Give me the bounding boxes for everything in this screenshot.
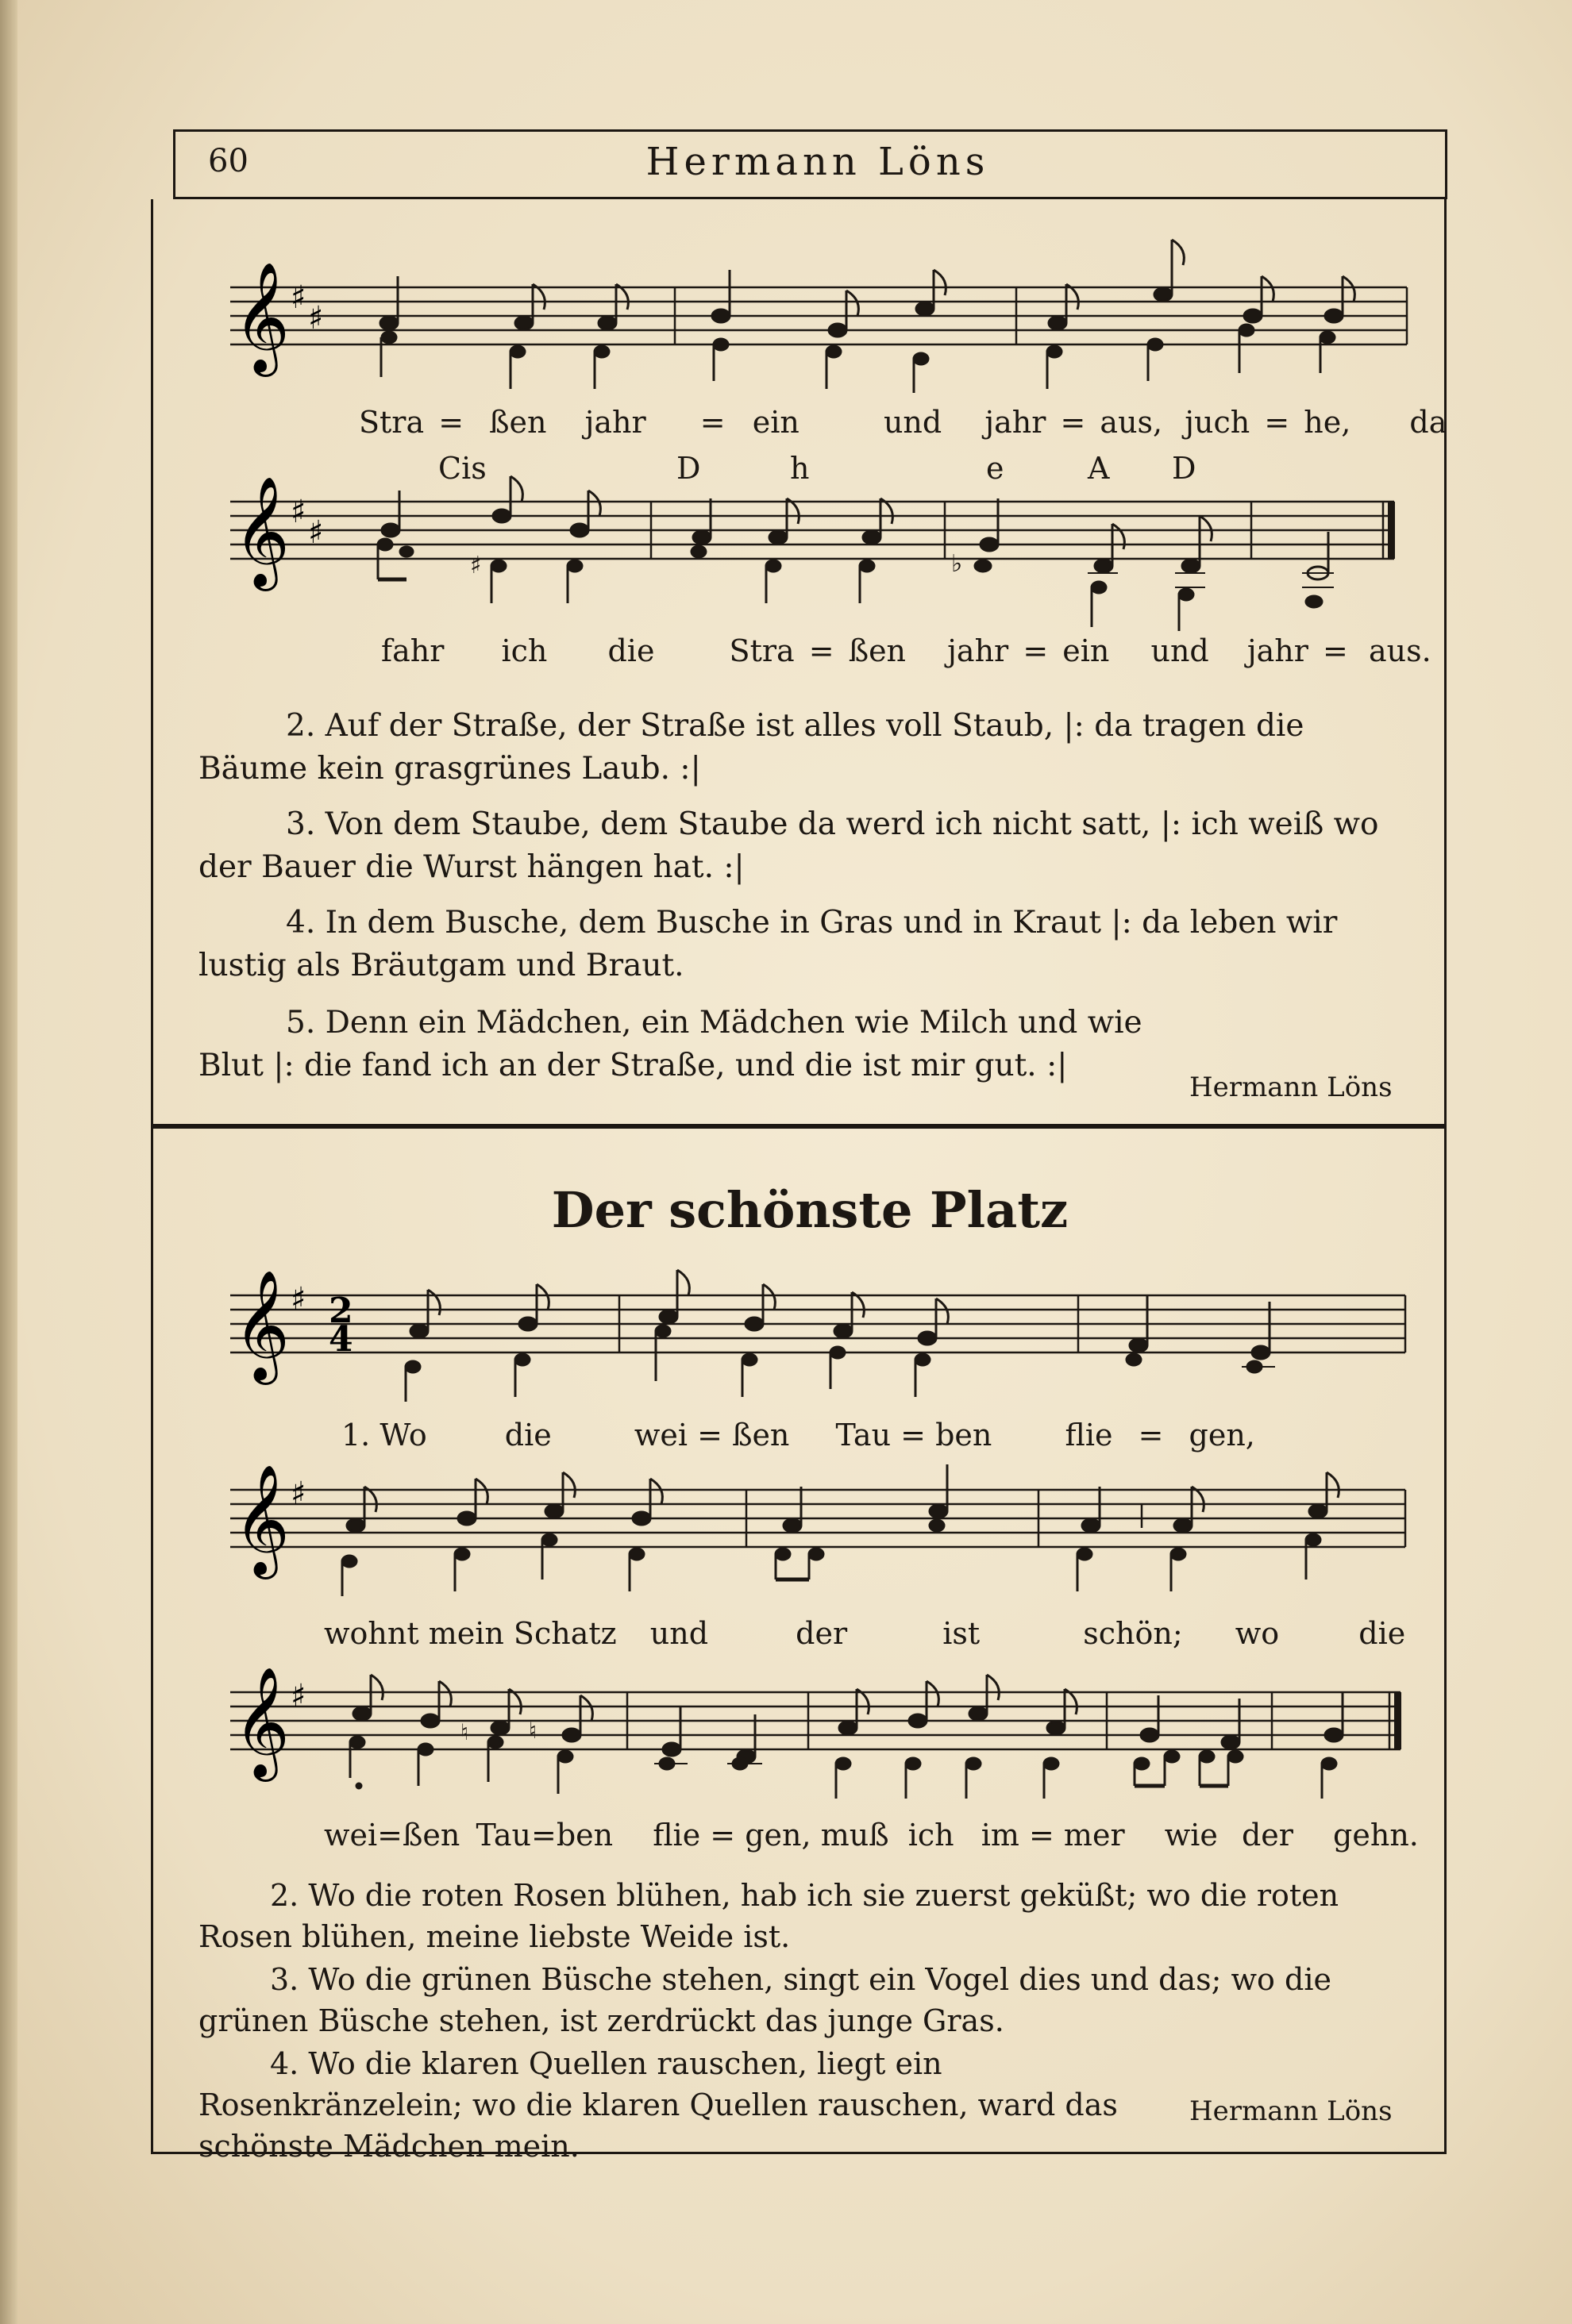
song2-lyrics-line-3 xyxy=(324,1818,1419,1853)
lyric-syllable: 1. Wo xyxy=(341,1418,427,1452)
lyric-syllable: wo xyxy=(1235,1616,1280,1651)
lyric-syllable: ist xyxy=(942,1616,981,1651)
lyric-syllable: jahr xyxy=(584,405,646,440)
chord-symbol: h xyxy=(790,451,810,486)
lyric-syllable: muß xyxy=(820,1818,889,1853)
song2-staff-3 xyxy=(222,1643,1413,1810)
lyric-syllable: jahr xyxy=(1246,633,1308,668)
lyric-syllable: Stra xyxy=(729,633,795,668)
lyric-syllable: wie xyxy=(1164,1818,1218,1853)
lyric-syllable: gen, xyxy=(1189,1418,1255,1452)
lyric-syllable: da xyxy=(1409,405,1447,440)
lyric-syllable: flie xyxy=(1065,1418,1113,1452)
lyric-syllable: und xyxy=(649,1616,709,1651)
svg-text:♯: ♯ xyxy=(470,552,482,579)
lyric-syllable: Stra xyxy=(359,405,425,440)
chord-symbol: A xyxy=(1088,451,1110,486)
svg-text:♭: ♭ xyxy=(951,550,963,578)
lyric-syllable: die xyxy=(1358,1616,1406,1651)
song2-title: Der schönste Platz xyxy=(551,1181,1069,1239)
lyric-syllable: jahr xyxy=(984,405,1046,440)
lyric-hyphen: = xyxy=(710,1818,736,1853)
chord-symbol: e xyxy=(986,451,1004,486)
song1-verse-3: 3. Von dem Staube, dem Staube da werd ich nicht satt, |: ich weiß wo der Bauer die Wurst hängen hat. :| xyxy=(198,806,1379,885)
song2-verse-3: 3. Wo die grünen Büsche stehen, singt ein Vogel dies und das; wo die grünen Büsche stehen, ist zerdrückt das junge Gras. xyxy=(198,1962,1331,2038)
lyric-hyphen: = xyxy=(697,1418,722,1452)
time-signature-bottom: 4 xyxy=(329,1319,353,1360)
song2-staff-1 xyxy=(222,1246,1413,1405)
lyric-syllable: gehn. xyxy=(1333,1818,1419,1853)
lyric-syllable: die xyxy=(607,633,655,668)
chord-symbol: Cis xyxy=(438,451,487,486)
song2-signature: Hermann Löns xyxy=(1189,2095,1393,2127)
lyric-syllable: ben xyxy=(935,1418,992,1452)
lyric-syllable: juch xyxy=(1185,405,1250,440)
lyric-syllable: der xyxy=(1241,1818,1293,1853)
lyric-hyphen: = xyxy=(1264,405,1290,440)
treble-clef-icon: 𝄞 xyxy=(233,1667,290,1777)
svg-text:♯: ♯ xyxy=(308,300,324,337)
lyric-syllable: aus, xyxy=(1100,405,1163,440)
lyric-hyphen: = xyxy=(1028,1818,1054,1853)
lyric-syllable: aus. xyxy=(1368,633,1431,668)
lyric-syllable: Tau=ben xyxy=(476,1818,614,1853)
lyric-syllable: fahr xyxy=(381,633,445,668)
song2-verse-2: 2. Wo die roten Rosen blühen, hab ich sie zuerst geküßt; wo die roten Rosen blühen, meine liebste Weide ist. xyxy=(198,1878,1339,1954)
svg-text:♮: ♮ xyxy=(460,1719,469,1745)
lyric-syllable: gen, xyxy=(745,1818,811,1853)
lyric-syllable: he, xyxy=(1304,405,1351,440)
page-number: 60 xyxy=(208,143,249,179)
lyric-syllable: wei=ßen xyxy=(324,1818,460,1853)
lyric-syllable: jahr xyxy=(947,633,1009,668)
page-header-author: Hermann Löns xyxy=(645,140,990,184)
svg-text:♯: ♯ xyxy=(291,1476,306,1512)
lyric-syllable: flie xyxy=(653,1818,701,1853)
book-spine-shadow xyxy=(0,0,17,2324)
lyric-syllable: die xyxy=(504,1418,552,1452)
chord-symbol: D xyxy=(676,451,701,486)
song2-staff-2 xyxy=(222,1441,1413,1607)
treble-clef-icon: 𝄞 xyxy=(233,1464,290,1575)
song1-verse-2: 2. Auf der Straße, der Straße ist alles voll Staub, |: da tragen die Bäume kein grasgrünes Laub. :| xyxy=(198,708,1304,787)
lyric-syllable: ich xyxy=(907,1818,954,1853)
svg-text:♮: ♮ xyxy=(529,1718,537,1744)
lyric-syllable: ßen xyxy=(489,405,547,440)
lyric-hyphen: = xyxy=(1138,1418,1164,1452)
song1-lyrics-line-2 xyxy=(381,633,1431,668)
lyric-syllable: ich xyxy=(501,633,548,668)
lyric-hyphen: = xyxy=(699,405,726,440)
svg-text:♯: ♯ xyxy=(291,494,306,530)
lyric-syllable: wohnt mein Schatz xyxy=(324,1616,617,1651)
treble-clef-icon: 𝄞 xyxy=(233,262,290,372)
lyric-hyphen: = xyxy=(808,633,834,668)
song1-staff-2 xyxy=(222,452,1413,643)
lyric-syllable: Tau xyxy=(835,1418,892,1452)
lyric-syllable: im xyxy=(981,1818,1019,1853)
lyric-syllable: schön; xyxy=(1083,1616,1183,1651)
lyric-syllable: ßen xyxy=(732,1418,790,1452)
lyric-hyphen: = xyxy=(1060,405,1086,440)
lyric-syllable: und xyxy=(1150,633,1209,668)
lyric-syllable: mer xyxy=(1063,1818,1125,1853)
lyric-hyphen: = xyxy=(900,1418,926,1452)
song1-verse-4: 4. In dem Busche, dem Busche in Gras und in Kraut |: da leben wir lustig als Bräutgam und Braut. xyxy=(198,905,1338,983)
lyric-hyphen: = xyxy=(1023,633,1049,668)
chord-symbol: D xyxy=(1172,451,1196,486)
lyric-syllable: ein xyxy=(1062,633,1110,668)
svg-text:♯: ♯ xyxy=(308,514,324,551)
lyric-syllable: ein xyxy=(752,405,799,440)
svg-text:♯: ♯ xyxy=(291,1281,306,1318)
lyric-hyphen: = xyxy=(438,405,464,440)
song1-verse-5: 5. Denn ein Mädchen, ein Mädchen wie Milch und wie Blut |: die fand ich an der Straße, und die ist mir gut. :| xyxy=(198,1005,1142,1083)
time-signature-top: 2 xyxy=(329,1291,353,1331)
song1-lyrics-line-1 xyxy=(359,405,1447,440)
lyric-syllable: ßen xyxy=(848,633,907,668)
lyric-syllable: der xyxy=(796,1616,848,1651)
treble-clef-icon: 𝄞 xyxy=(233,476,290,587)
lyric-syllable: wei xyxy=(634,1418,688,1452)
lyric-hyphen: = xyxy=(1323,633,1348,668)
song1-signature: Hermann Löns xyxy=(1189,1072,1393,1103)
treble-clef-icon: 𝄞 xyxy=(233,1270,290,1380)
song1-staff-1 xyxy=(222,238,1413,397)
svg-text:♯: ♯ xyxy=(291,1678,306,1714)
lyric-syllable: und xyxy=(883,405,942,440)
svg-text:♯: ♯ xyxy=(291,279,306,316)
song2-verse-4: 4. Wo die klaren Quellen rauschen, liegt ein Rosenkränzelein; wo die klaren Quellen rauschen, ward das schönste Mädchen mein. xyxy=(198,2046,1118,2164)
